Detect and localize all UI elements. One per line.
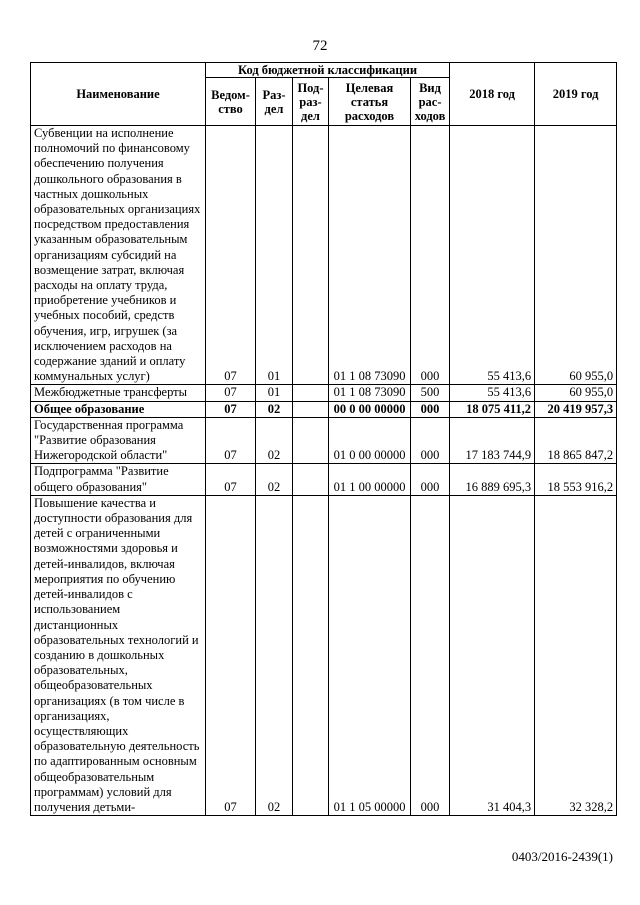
- document-code: 0403/2016-2439(1): [511, 849, 613, 864]
- row-amount-2018: 55 413,6: [450, 385, 535, 401]
- row-amount-2019: 18 553 916,2: [535, 464, 617, 495]
- row-vid-rashodov: 000: [411, 495, 450, 815]
- row-amount-2018: 18 075 411,2: [450, 401, 535, 417]
- row-podrazdel: [293, 495, 329, 815]
- row-amount-2019: 32 328,2: [535, 495, 617, 815]
- row-vedomstvo: 07: [206, 401, 256, 417]
- header-podrazdel: Под-раз-дел: [293, 78, 329, 126]
- row-celevaya-statya: 01 1 00 00000: [329, 464, 411, 495]
- header-vid-rashodov: Вид рас-ходов: [411, 78, 450, 126]
- row-amount-2019: 18 865 847,2: [535, 417, 617, 464]
- row-vedomstvo: 07: [206, 495, 256, 815]
- row-name: Повышение качества и доступности образования для детей с ограниченными возможностями здоровья и детей-инвалидов, включая мероприятия по обучению детей-инвалидов с использованием дистанционных образовательных технологий и созданию в дошкольных образовательных, общеобразовательных организациях (в том числе в организациях, осуществляющих образовательную деятельность по адаптированным основным общеобразовательным программам) условий для получения детьми-: [31, 495, 206, 815]
- row-podrazdel: [293, 385, 329, 401]
- header-name: Наименование: [31, 63, 206, 126]
- budget-table: [30, 62, 617, 816]
- header-year-2018: 2018 год: [450, 63, 535, 126]
- row-name: Государственная программа "Развитие образования Нижегородской области": [31, 417, 206, 464]
- header-budget-code-group: Код бюджетной классификации: [206, 63, 450, 78]
- row-podrazdel: [293, 464, 329, 495]
- row-razdel: 02: [256, 401, 293, 417]
- table-row: [31, 495, 617, 815]
- row-vedomstvo: 07: [206, 385, 256, 401]
- header-razdel: Раз-дел: [256, 78, 293, 126]
- header-vedomstvo: Ведом-ство: [206, 78, 256, 126]
- table-row: [31, 385, 617, 401]
- row-vedomstvo: 07: [206, 417, 256, 464]
- row-razdel: 01: [256, 126, 293, 385]
- row-razdel: 02: [256, 417, 293, 464]
- header-year-2019: 2019 год: [535, 63, 617, 126]
- row-celevaya-statya: 01 1 08 73090: [329, 385, 411, 401]
- row-name: Общее образование: [31, 401, 206, 417]
- row-podrazdel: [293, 401, 329, 417]
- table-row: [31, 464, 617, 495]
- row-amount-2019: 20 419 957,3: [535, 401, 617, 417]
- row-vid-rashodov: 000: [411, 401, 450, 417]
- row-celevaya-statya: 00 0 00 00000: [329, 401, 411, 417]
- header-celevaya-statya: Целевая статья расходов: [329, 78, 411, 126]
- row-amount-2018: 31 404,3: [450, 495, 535, 815]
- row-vedomstvo: 07: [206, 126, 256, 385]
- row-celevaya-statya: 01 1 05 00000: [329, 495, 411, 815]
- table-row: [31, 417, 617, 464]
- row-podrazdel: [293, 417, 329, 464]
- page-number: 72: [312, 38, 328, 54]
- row-celevaya-statya: 01 1 08 73090: [329, 126, 411, 385]
- row-amount-2018: 55 413,6: [450, 126, 535, 385]
- row-amount-2018: 17 183 744,9: [450, 417, 535, 464]
- row-razdel: 02: [256, 464, 293, 495]
- table-row: [31, 401, 617, 417]
- row-vid-rashodov: 000: [411, 417, 450, 464]
- row-name: Подпрограмма "Развитие общего образования": [31, 464, 206, 495]
- row-amount-2019: 60 955,0: [535, 385, 617, 401]
- row-vid-rashodov: 000: [411, 464, 450, 495]
- row-razdel: 01: [256, 385, 293, 401]
- row-name: Субвенции на исполнение полномочий по финансовому обеспечению получения дошкольного образования в частных дошкольных образовательных организациях посредством предоставления указанным образовательным организациям субсидий на возмещение затрат, включая расходы на оплату труда, приобретение учебников и учебных пособий, средств обучения, игр, игрушек (за исключением расходов на содержание зданий и оплату коммунальных услуг): [31, 126, 206, 385]
- row-celevaya-statya: 01 0 00 00000: [329, 417, 411, 464]
- row-vid-rashodov: 000: [411, 126, 450, 385]
- row-amount-2018: 16 889 695,3: [450, 464, 535, 495]
- row-name: Межбюджетные трансферты: [31, 385, 206, 401]
- row-razdel: 02: [256, 495, 293, 815]
- row-amount-2019: 60 955,0: [535, 126, 617, 385]
- row-podrazdel: [293, 126, 329, 385]
- table-row: [31, 126, 617, 385]
- row-vedomstvo: 07: [206, 464, 256, 495]
- row-vid-rashodov: 500: [411, 385, 450, 401]
